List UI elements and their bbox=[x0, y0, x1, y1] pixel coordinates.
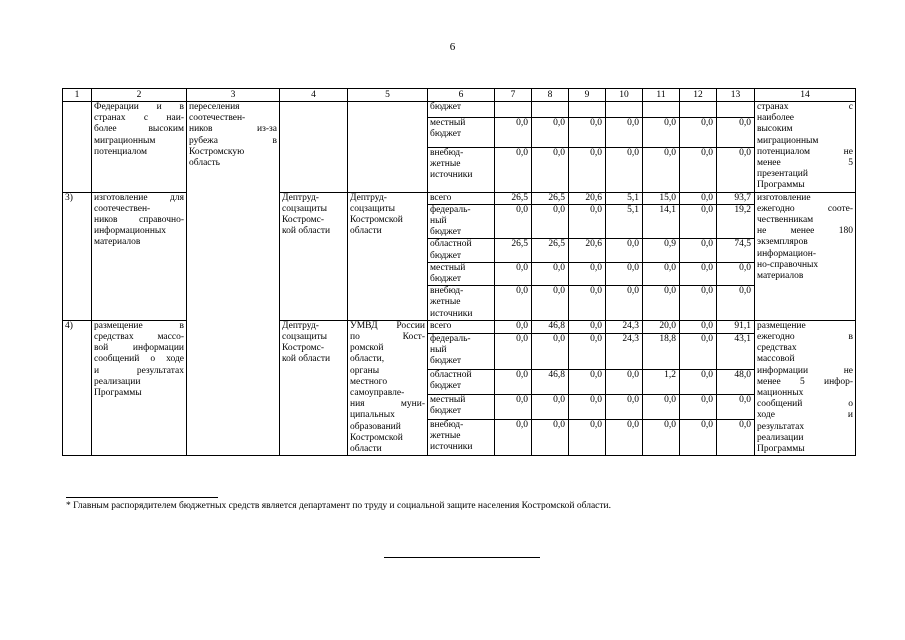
value-cell: 20,6 bbox=[569, 192, 606, 204]
table-row bbox=[63, 192, 856, 204]
value-cell: 0,0 bbox=[606, 117, 643, 147]
funding-source-line: бюджет bbox=[430, 381, 462, 392]
value-cell: 26,5 bbox=[532, 239, 569, 262]
value-cell: 0,0 bbox=[606, 262, 643, 285]
value-cell: 0,0 bbox=[680, 320, 717, 333]
value-cell: 0,0 bbox=[495, 370, 532, 395]
table-row bbox=[63, 320, 856, 333]
responsible-cell-line: Костромс- bbox=[282, 215, 325, 226]
value-cell bbox=[680, 102, 717, 118]
value-cell: 0,0 bbox=[717, 395, 755, 420]
funding-source-line: ный bbox=[430, 216, 447, 227]
column-header: 14 bbox=[755, 89, 856, 102]
funding-source-line: местный bbox=[430, 395, 466, 405]
result-cell-line: массовой bbox=[757, 354, 795, 365]
executor-cell-line: области, bbox=[350, 354, 385, 365]
value-cell: 0,0 bbox=[680, 370, 717, 395]
column-header: 7 bbox=[495, 89, 532, 102]
activity-name-line: материалов bbox=[94, 237, 141, 248]
funding-source-line: бюджет bbox=[430, 274, 462, 285]
executor-cell-line: области bbox=[350, 226, 382, 237]
funding-source-line: бюджет bbox=[430, 128, 462, 139]
funding-source-line: внебюд- bbox=[430, 147, 464, 158]
value-cell: 0,0 bbox=[532, 333, 569, 370]
result-cell-line: экземпляров bbox=[757, 237, 808, 248]
page-number: 6 bbox=[449, 41, 456, 53]
value-cell: 0,0 bbox=[532, 286, 569, 321]
index-cell: 3) bbox=[63, 192, 92, 320]
funding-source-line: внебюд- bbox=[430, 286, 464, 297]
value-cell: 0,0 bbox=[532, 262, 569, 285]
value-cell: 0,0 bbox=[643, 395, 680, 420]
column-header: 2 bbox=[92, 89, 187, 102]
executor-cell-line: УМВД России bbox=[350, 320, 425, 331]
value-cell: 0,0 bbox=[680, 117, 717, 147]
value-cell: 26,5 bbox=[495, 192, 532, 204]
activity-name-line: потенциалом bbox=[94, 146, 147, 157]
result-cell-line: странах с bbox=[757, 102, 853, 112]
executor-cell-line: ципальных bbox=[350, 410, 395, 421]
funding-source bbox=[428, 419, 495, 456]
value-cell: 20,6 bbox=[569, 239, 606, 262]
column-header: 10 bbox=[606, 89, 643, 102]
funding-source bbox=[428, 147, 495, 192]
value-cell: 0,0 bbox=[569, 286, 606, 321]
value-cell: 0,0 bbox=[680, 395, 717, 420]
value-cell bbox=[495, 102, 532, 118]
funding-source-line: федераль- bbox=[430, 204, 471, 215]
value-cell: 0,0 bbox=[606, 419, 643, 456]
value-cell: 26,5 bbox=[532, 192, 569, 204]
result-cell-line: информацион- bbox=[757, 248, 817, 259]
value-cell: 0,0 bbox=[680, 286, 717, 321]
result-cell-line: презентаций bbox=[757, 169, 808, 180]
result-cell-line: менее 5 инфор- bbox=[757, 376, 853, 387]
funding-source bbox=[428, 262, 495, 285]
value-cell: 0,0 bbox=[569, 117, 606, 147]
result-cell-line: не менее 180 bbox=[757, 226, 853, 237]
column-header: 6 bbox=[428, 89, 495, 102]
result-cell-line: менее 5 bbox=[757, 158, 853, 169]
activity-name-line: Программы bbox=[94, 388, 142, 399]
value-cell: 0,0 bbox=[532, 419, 569, 456]
result-cell-line: реализации bbox=[757, 432, 804, 443]
column-header: 4 bbox=[280, 89, 348, 102]
value-cell: 0,0 bbox=[717, 286, 755, 321]
table-body bbox=[63, 89, 856, 456]
responsible-cell-line: Костромс- bbox=[282, 343, 325, 354]
value-cell: 18,8 bbox=[643, 333, 680, 370]
executor-cell-line: Костромской bbox=[350, 215, 403, 226]
activity-name-line: миграционным bbox=[94, 135, 156, 146]
value-cell: 0,0 bbox=[569, 419, 606, 456]
value-cell: 19,2 bbox=[717, 204, 755, 239]
result-cell-line: Программы bbox=[757, 444, 805, 455]
funding-source-line: жетные bbox=[430, 159, 461, 170]
result-cell-line: наиболее bbox=[757, 113, 795, 124]
value-cell bbox=[717, 102, 755, 118]
activity-name bbox=[92, 102, 187, 193]
executor-cell-line: Дептруд- bbox=[350, 192, 387, 203]
executor-cell-line: местного bbox=[350, 376, 388, 387]
funding-source-line: местный bbox=[430, 262, 466, 273]
executor-cell-line: ромской bbox=[350, 343, 384, 354]
value-cell bbox=[569, 102, 606, 118]
value-cell: 5,1 bbox=[606, 204, 643, 239]
result-cell-line: Программы bbox=[757, 180, 805, 191]
funding-source bbox=[428, 117, 495, 147]
index-cell bbox=[63, 102, 92, 193]
responsible-cell-line: соцзащиты bbox=[282, 332, 328, 343]
value-cell: 0,0 bbox=[569, 395, 606, 420]
value-cell: 0,0 bbox=[717, 262, 755, 285]
result-cell-line: средствах bbox=[757, 343, 797, 354]
value-cell: 0,0 bbox=[495, 204, 532, 239]
header-row bbox=[63, 89, 856, 102]
value-cell: 91,1 bbox=[717, 320, 755, 333]
column-header: 9 bbox=[569, 89, 606, 102]
funding-source-line: источники bbox=[430, 308, 473, 319]
funding-source-line: областной bbox=[430, 370, 472, 381]
value-cell: 0,0 bbox=[495, 333, 532, 370]
value-cell: 0,0 bbox=[569, 204, 606, 239]
activity-name-line: странах с наи- bbox=[94, 113, 184, 124]
executor-cell-line: образований bbox=[350, 421, 401, 432]
goal-cell-line: область bbox=[189, 158, 221, 169]
goal-cell-line: переселения bbox=[189, 102, 240, 112]
executor-cell-line: по Кост- bbox=[350, 332, 425, 343]
responsible-cell-line: кой области bbox=[282, 354, 331, 365]
responsible-cell-line: соцзащиты bbox=[282, 203, 328, 214]
column-header: 5 bbox=[348, 89, 428, 102]
result-cell bbox=[755, 102, 856, 193]
value-cell: 43,1 bbox=[717, 333, 755, 370]
responsible-cell bbox=[280, 192, 348, 320]
result-cell-line: ходе и bbox=[757, 410, 853, 421]
value-cell: 0,9 bbox=[643, 239, 680, 262]
funding-source-line: бюджет bbox=[430, 250, 462, 261]
executor-cell-line: самоуправле- bbox=[350, 388, 405, 399]
funding-source-line: местный bbox=[430, 117, 466, 128]
value-cell: 0,0 bbox=[643, 262, 680, 285]
value-cell bbox=[643, 102, 680, 118]
responsible-cell-line: кой области bbox=[282, 226, 331, 237]
column-header: 8 bbox=[532, 89, 569, 102]
activity-name bbox=[92, 192, 187, 320]
value-cell: 0,0 bbox=[680, 419, 717, 456]
funding-source bbox=[428, 239, 495, 262]
activity-name-line: более высоким bbox=[94, 124, 184, 135]
bottom-divider bbox=[384, 557, 540, 558]
value-cell: 0,0 bbox=[532, 395, 569, 420]
result-cell-line: миграционным bbox=[757, 135, 819, 146]
value-cell: 0,0 bbox=[532, 117, 569, 147]
value-cell: 93,7 bbox=[717, 192, 755, 204]
executor-cell-line: Костромской bbox=[350, 432, 403, 443]
result-cell-line: чественникам bbox=[757, 215, 814, 226]
result-cell-line: потенциалом не bbox=[757, 146, 853, 157]
value-cell: 0,0 bbox=[569, 333, 606, 370]
column-header: 3 bbox=[187, 89, 280, 102]
activity-name-line: вой информации bbox=[94, 343, 184, 354]
value-cell: 0,0 bbox=[717, 147, 755, 192]
value-cell: 0,0 bbox=[680, 204, 717, 239]
funding-source-line: бюджет bbox=[430, 356, 462, 367]
funding-source bbox=[428, 320, 495, 333]
column-header: 12 bbox=[680, 89, 717, 102]
funding-source bbox=[428, 192, 495, 204]
funding-source-line: бюджет bbox=[430, 406, 462, 417]
value-cell: 0,0 bbox=[606, 239, 643, 262]
value-cell: 0,0 bbox=[680, 147, 717, 192]
value-cell: 20,0 bbox=[643, 320, 680, 333]
result-cell bbox=[755, 192, 856, 320]
value-cell: 0,0 bbox=[606, 395, 643, 420]
executor-cell-line: соцзащиты bbox=[350, 203, 396, 214]
result-cell-line: мационных bbox=[757, 388, 804, 399]
value-cell: 0,0 bbox=[606, 286, 643, 321]
activity-name-line: соотечествен- bbox=[94, 203, 151, 214]
value-cell: 0,0 bbox=[495, 320, 532, 333]
activity-name-line: и результатах bbox=[94, 365, 184, 376]
responsible-cell bbox=[280, 320, 348, 455]
goal-cell-line: Костромскую bbox=[189, 146, 245, 157]
value-cell: 15,0 bbox=[643, 192, 680, 204]
activity-name-line: информационных bbox=[94, 226, 167, 237]
result-cell-line: но-справочных bbox=[757, 259, 819, 270]
result-cell-line: изготовление bbox=[757, 192, 811, 203]
program-table bbox=[62, 88, 856, 456]
table-row bbox=[63, 102, 856, 118]
value-cell: 0,0 bbox=[569, 320, 606, 333]
value-cell bbox=[532, 102, 569, 118]
goal-cell-line: ников из-за bbox=[189, 124, 277, 135]
column-header: 13 bbox=[717, 89, 755, 102]
result-cell bbox=[755, 320, 856, 455]
value-cell: 0,0 bbox=[643, 419, 680, 456]
result-cell-line: ежегодно соотe- bbox=[757, 203, 853, 214]
value-cell: 24,3 bbox=[606, 333, 643, 370]
footnote-divider bbox=[66, 497, 218, 498]
value-cell: 0,0 bbox=[680, 333, 717, 370]
funding-source bbox=[428, 370, 495, 395]
value-cell: 24,3 bbox=[606, 320, 643, 333]
value-cell: 5,1 bbox=[606, 192, 643, 204]
value-cell: 0,0 bbox=[569, 262, 606, 285]
value-cell: 0,0 bbox=[717, 419, 755, 456]
result-cell-line: размещение bbox=[757, 320, 806, 331]
funding-source-line: федераль- bbox=[430, 333, 471, 344]
funding-source-line: источники bbox=[430, 442, 473, 453]
value-cell: 14,1 bbox=[643, 204, 680, 239]
value-cell: 0,0 bbox=[569, 147, 606, 192]
goal-cell-line: рубежа в bbox=[189, 135, 277, 146]
value-cell: 0,0 bbox=[643, 117, 680, 147]
value-cell: 0,0 bbox=[643, 286, 680, 321]
executor-cell-line: ния муни- bbox=[350, 399, 425, 410]
value-cell: 0,0 bbox=[606, 147, 643, 192]
result-cell-line: результатах bbox=[757, 421, 805, 432]
result-cell-line: информации не bbox=[757, 365, 853, 376]
activity-name-line: Федерации и в bbox=[94, 102, 184, 112]
executor-cell-line: области bbox=[350, 444, 382, 455]
goal-cell-line: соотечествен- bbox=[189, 113, 246, 124]
value-cell: 0,0 bbox=[680, 192, 717, 204]
value-cell: 0,0 bbox=[495, 147, 532, 192]
value-cell: 0,0 bbox=[569, 370, 606, 395]
funding-source-line: жетные bbox=[430, 297, 461, 308]
value-cell: 0,0 bbox=[532, 204, 569, 239]
funding-source bbox=[428, 204, 495, 239]
activity-name-line: ников справочно- bbox=[94, 215, 184, 226]
activity-name bbox=[92, 320, 187, 455]
value-cell bbox=[606, 102, 643, 118]
activity-name-line: изготовление для bbox=[94, 192, 184, 203]
index-cell: 4) bbox=[63, 320, 92, 455]
value-cell: 0,0 bbox=[495, 117, 532, 147]
value-cell: 46,8 bbox=[532, 370, 569, 395]
executor-cell bbox=[348, 192, 428, 320]
result-cell-line: ежегодно в bbox=[757, 332, 853, 343]
result-cell-line: материалов bbox=[757, 271, 804, 282]
funding-source bbox=[428, 102, 495, 118]
value-cell: 0,0 bbox=[495, 262, 532, 285]
goal-cell bbox=[187, 102, 280, 456]
result-cell-line: сообщений о bbox=[757, 399, 853, 410]
value-cell: 0,0 bbox=[643, 147, 680, 192]
funding-source-line: бюджет bbox=[430, 227, 462, 238]
responsible-cell-line: Дептруд- bbox=[282, 320, 319, 331]
activity-name-line: реализации bbox=[94, 376, 141, 387]
funding-source-line: всего bbox=[430, 192, 452, 203]
activity-name-line: сообщений о ходе bbox=[94, 354, 184, 365]
executor-cell-line: органы bbox=[350, 365, 380, 376]
activity-name-line: размещение в bbox=[94, 320, 184, 331]
responsible-cell-line: Дептруд- bbox=[282, 192, 319, 203]
column-header: 11 bbox=[643, 89, 680, 102]
funding-source-line: всего bbox=[430, 320, 452, 331]
responsible-cell bbox=[280, 102, 348, 193]
value-cell: 0,0 bbox=[680, 262, 717, 285]
value-cell: 46,8 bbox=[532, 320, 569, 333]
value-cell: 0,0 bbox=[495, 286, 532, 321]
value-cell: 0,0 bbox=[532, 147, 569, 192]
value-cell: 74,5 bbox=[717, 239, 755, 262]
value-cell: 0,0 bbox=[495, 395, 532, 420]
column-header: 1 bbox=[63, 89, 92, 102]
funding-source-line: жетные bbox=[430, 430, 461, 441]
funding-source-line: ный bbox=[430, 344, 447, 355]
funding-source bbox=[428, 395, 495, 420]
funding-source-line: областной bbox=[430, 239, 472, 250]
value-cell: 0,0 bbox=[717, 117, 755, 147]
value-cell: 0,0 bbox=[495, 419, 532, 456]
funding-source bbox=[428, 286, 495, 321]
funding-source-line: источники bbox=[430, 170, 473, 181]
executor-cell bbox=[348, 102, 428, 193]
value-cell: 48,0 bbox=[717, 370, 755, 395]
value-cell: 0,0 bbox=[680, 239, 717, 262]
value-cell: 0,0 bbox=[606, 370, 643, 395]
executor-cell bbox=[348, 320, 428, 455]
funding-source-line: бюджет bbox=[430, 102, 462, 112]
funding-source-line: внебюд- bbox=[430, 419, 464, 430]
value-cell: 1,2 bbox=[643, 370, 680, 395]
footnote: * Главным распорядителем бюджетных средств является департамент по труду и социальной защите населения Костромской области. bbox=[66, 501, 612, 511]
value-cell: 26,5 bbox=[495, 239, 532, 262]
activity-name-line: средствах массо- bbox=[94, 332, 184, 343]
result-cell-line: высоким bbox=[757, 124, 793, 135]
funding-source bbox=[428, 333, 495, 370]
